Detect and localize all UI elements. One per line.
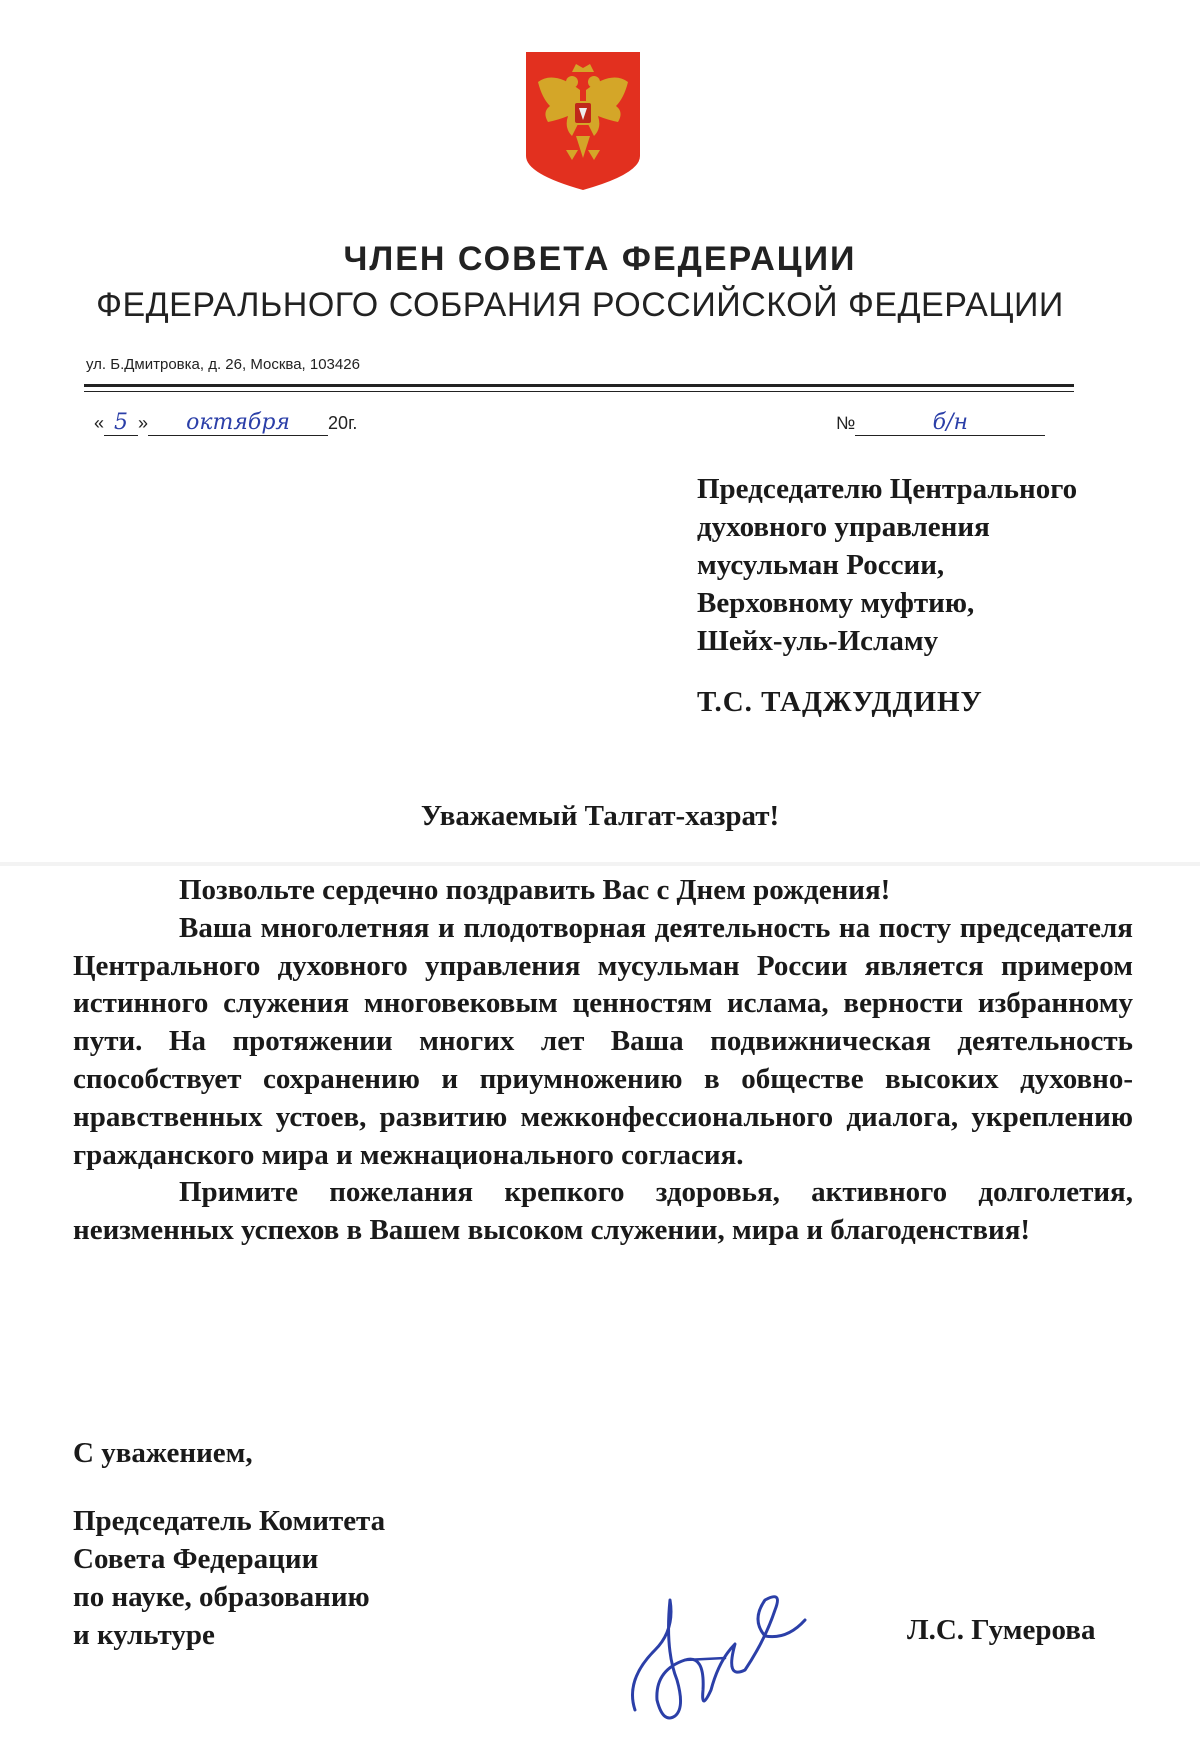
paper-fold-line xyxy=(0,862,1200,866)
addressee-line: духовного управления xyxy=(697,511,990,543)
document-number-line xyxy=(836,410,1045,436)
letterhead-title: ЧЛЕН СОВЕТА ФЕДЕРАЦИИ xyxy=(343,240,857,278)
date-line xyxy=(94,410,357,436)
handwritten-signature-icon xyxy=(615,1540,815,1730)
letterhead-rule-thick xyxy=(84,384,1074,387)
body-paragraph: Позвольте сердечно поздравить Вас с Днем рождения! xyxy=(179,874,891,906)
date-day xyxy=(104,410,138,436)
addressee-line: Верховному муфтию, xyxy=(697,587,975,619)
closing-phrase: С уважением, xyxy=(73,1437,253,1469)
letterhead-rule-thin xyxy=(84,391,1074,392)
date-year-suffix: г. xyxy=(348,413,358,433)
number-value: б/н xyxy=(932,410,968,435)
signer-title-line: по науке, образованию xyxy=(73,1581,370,1613)
signer-name: Л.С. Гумерова xyxy=(907,1614,1096,1646)
letter-body xyxy=(73,872,1133,1250)
letterhead-address: ул. Б.Дмитровка, д. 26, Москва, 103426 xyxy=(86,356,360,373)
signer-title-line: Совета Федерации xyxy=(73,1543,319,1575)
body-paragraph: Примите пожелания крепкого здоровья, активного долголетия, неизменных успехов в Вашем высоком служении, мира и благоденствия! xyxy=(73,1176,1133,1247)
addressee-line: мусульман России, xyxy=(697,549,945,581)
date-open-quote: « xyxy=(94,413,105,433)
signer-title-block xyxy=(73,1502,385,1654)
signer-title-line: и культуре xyxy=(73,1619,215,1651)
date-month xyxy=(148,410,328,436)
date-year-prefix: 20 xyxy=(328,413,349,433)
number-field xyxy=(855,410,1045,436)
addressee-line: Председателю Центрального xyxy=(697,473,1078,505)
date-day-value: 5 xyxy=(114,410,129,435)
letterhead-subtitle: ФЕДЕРАЛЬНОГО СОБРАНИЯ РОССИЙСКОЙ ФЕДЕРАЦИИ xyxy=(96,286,1064,324)
date-month-value: октября xyxy=(186,410,290,435)
addressee-name: Т.С. ТАДЖУДДИНУ xyxy=(697,686,983,718)
signer-title-line: Председатель Комитета xyxy=(73,1505,386,1537)
date-close-quote: » xyxy=(138,413,149,433)
salutation: Уважаемый Талгат-хазрат! xyxy=(420,800,780,832)
coat-of-arms-icon xyxy=(524,50,642,192)
addressee-line: Шейх-уль-Исламу xyxy=(697,625,939,657)
body-paragraph: Ваша многолетняя и плодотворная деятельность на посту председателя Центрального духовного управления мусульман России является примером истинного служения многовековым ценностям ислама, верности избранному пути. На протяжении многих лет Ваша подвижническая деятельность способствует сохранению и приумножению в обществе высоких духовно-нравственных устоев, развитию межконфессионального диалога, укреплению гражданского мира и межнационального согласия. xyxy=(73,911,1133,1171)
number-label: № xyxy=(836,413,856,433)
addressee-block xyxy=(697,470,1077,660)
